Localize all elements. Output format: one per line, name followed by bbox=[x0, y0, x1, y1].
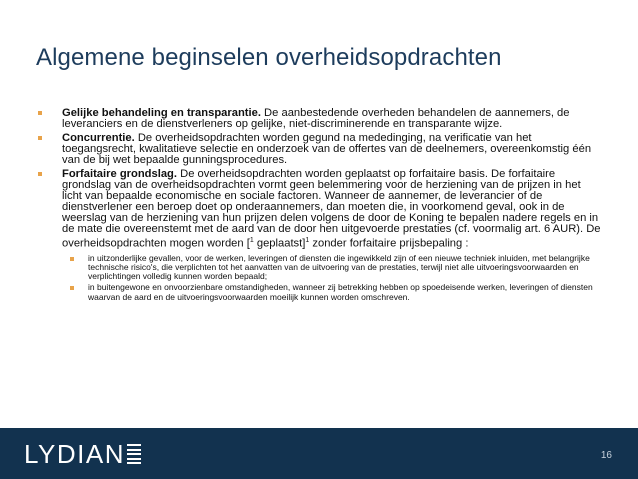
bullet-concurrentie bbox=[36, 133, 602, 166]
bullet-heading: Concurrentie. bbox=[62, 132, 135, 144]
sub-bullet-item bbox=[62, 254, 602, 282]
bullet-forfaitaire-grondslag bbox=[36, 169, 602, 302]
bullet-text: De aanbestedende overheden behandelen de aannemers, de leveranciers en de dienstverleners op gelijke, niet-discriminerende en transparante wijze. bbox=[62, 107, 570, 130]
sub-bullet-text: in buitengewone en onvoorzienbare omstandigheden, wanneer zij betrekking hebben op spoedeisende werken, leveringen of diensten waarvan de aard en de uitvoeringsvoorwaarden moeilijk kunnen worden omschreven. bbox=[88, 282, 593, 302]
bullet-marker-icon bbox=[38, 111, 42, 115]
slide-content bbox=[36, 108, 602, 305]
footnote-marker: 1 bbox=[305, 237, 310, 244]
bullet-marker-icon bbox=[38, 136, 42, 140]
sub-bullet-marker-icon bbox=[70, 286, 74, 290]
bullet-gelijke-behandeling bbox=[36, 108, 602, 130]
bullet-heading: Forfaitaire grondslag. bbox=[62, 168, 177, 180]
bullet-marker-icon bbox=[38, 172, 42, 176]
page-number: 16 bbox=[600, 450, 612, 461]
sub-bullet-marker-icon bbox=[70, 257, 74, 261]
footer-bar bbox=[0, 428, 638, 479]
sub-bullet-list bbox=[62, 254, 602, 302]
sub-bullet-item bbox=[62, 283, 602, 301]
lydian-logo bbox=[24, 440, 141, 468]
logo-text: LYDIAN bbox=[24, 439, 125, 469]
bullet-text: De overheidsopdrachten worden geplaatst op forfaitaire basis. De forfaitaire grondslag van de overheidsopdrachten vormt geen belemmering voor de herziening van de prijzen in het licht van bepaalde economische en sociale factoren. Wanneer de aannemer, de leverancier of de dienstverlener een beroep doet op onderaannemers, dan moeten die, in voorkomend geval, ook in de weerslag van de herziening van hun prijzen delen volgens de door de Koning te bepalen nadere regels en in de mate die overeenstemt met de aard van de door hen uitgevoerde prestaties (cf. voormalig art. 6 AUR). De overheidsopdrachten mogen worden [ bbox=[62, 168, 601, 250]
bullet-heading: Gelijke behandeling en transparantie. bbox=[62, 107, 261, 119]
bullet-text: De overheidsopdrachten worden gegund na mededinging, na verificatie van het toegangsrecht, kwalitatieve selectie en onderzoek van de offertes van de deelnemers, overeenkomstig één van de bij wet bepaalde gunningsprocedures. bbox=[62, 132, 592, 166]
logo-lines-icon bbox=[127, 444, 141, 464]
slide-title: Algemene beginselen overheidsopdrachten bbox=[36, 44, 502, 71]
bullet-text-end: zonder forfaitaire prijsbepaling : bbox=[309, 237, 469, 250]
footnote-marker: 1 bbox=[249, 237, 254, 244]
bullet-text-continued: geplaatst] bbox=[253, 237, 306, 250]
sub-bullet-text: in uitzonderlijke gevallen, voor de werken, leveringen of diensten die ingewikkeld zijn of een nieuwe techniek inluiden, met belangrijke technische risico's, die verplichten tot het aanvatten van de uitvoering van de prestaties, terwijl niet alle uitvoeringsvoorwaarden en verplichtingen volledig kunnen worden bepaald; bbox=[88, 252, 590, 282]
